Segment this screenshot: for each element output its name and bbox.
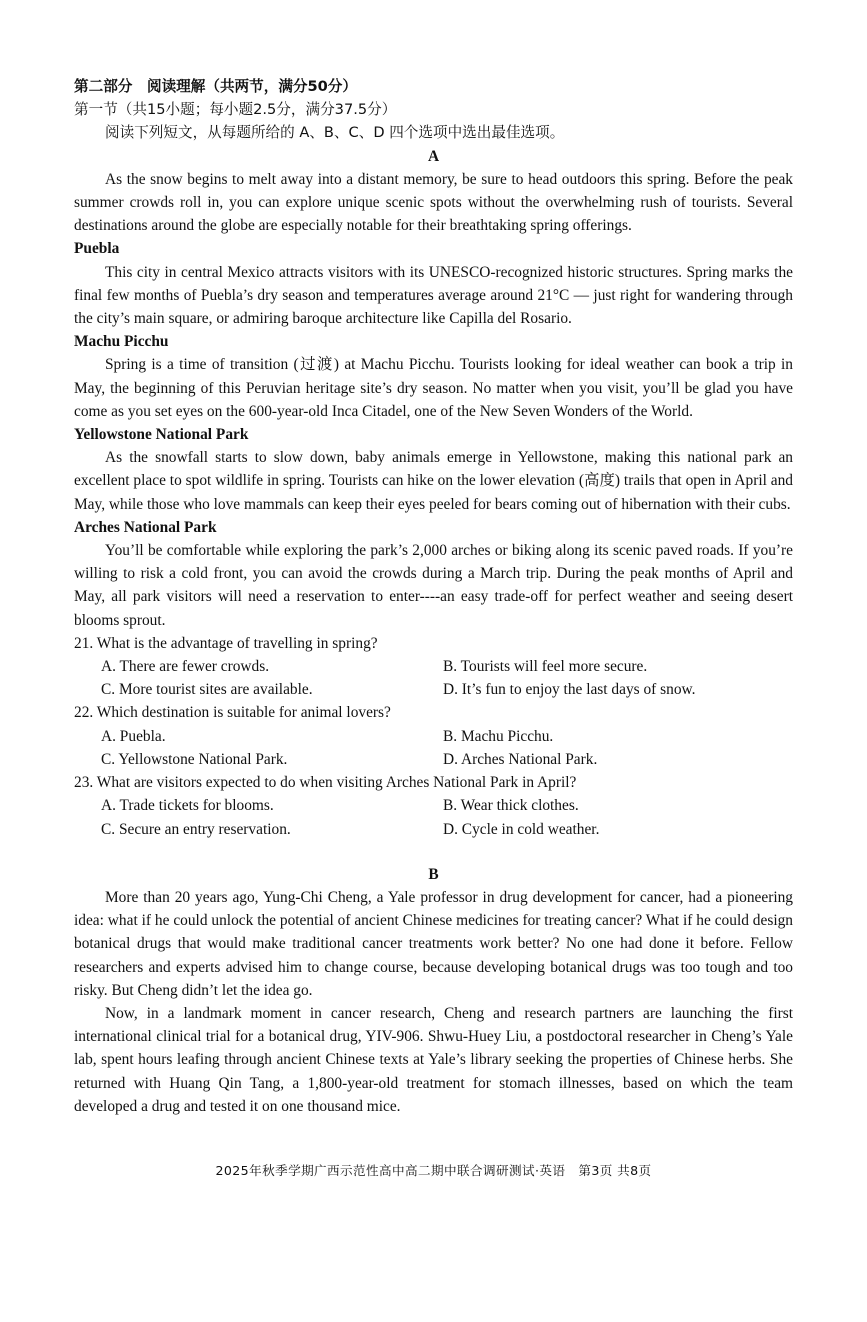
option-a: A. Trade tickets for blooms. <box>101 797 274 815</box>
option-c: C. Secure an entry reservation. <box>101 820 291 838</box>
option-d: D. Arches National Park. <box>443 750 598 768</box>
section-text-machu-picchu: Spring is a time of transition (过渡) at Machu Picchu. Tourists looking for ideal weather can book a trip in May, the beginning of this Peruvian heritage site’s dry season. No matter when you visit, you’ll be glad you have come as you set eyes on the 600-year-old Inca Citadel, one of the New Seven Wonders of the World. <box>74 356 793 420</box>
option-b: B. Machu Picchu. <box>443 727 554 745</box>
section-text-yellowstone: As the snowfall starts to slow down, baby animals emerge in Yellowstone, making this national park an excellent place to spot wildlife in spring. Tourists can hike on the lower elevation (高度) trails that open in April and May, while those who love mammals can keep their eyes peeled for bears coming out of hibernation with their cubs. <box>74 449 793 513</box>
passage-b-paragraph: Now, in a landmark moment in cancer research, Cheng and research partners are launching the first international clinical trial for a botanical drug, YIV-906. Shwu-Huey Liu, a postdoctoral researcher in Cheng’s Yale lab, spent hours leafing through ancient Chinese texts at Yale’s library seeking the properties of Chinese herbs. She returned with Huang Qin Tang, a 1,800-year-old treatment for stomach illnesses, based on which the team developed a drug and tested it on one thousand mice. <box>74 1004 793 1115</box>
section-heading-machu-picchu: Machu Picchu <box>74 333 169 351</box>
section-heading-yellowstone: Yellowstone National Park <box>74 426 249 444</box>
option-b: B. Tourists will feel more secure. <box>443 658 648 676</box>
option-c: C. Yellowstone National Park. <box>101 750 288 768</box>
question-stem: 22. Which destination is suitable for animal lovers? <box>74 704 391 722</box>
section-heading-arches: Arches National Park <box>74 518 217 536</box>
option-a: A. There are fewer crowds. <box>101 658 270 676</box>
passage-b-paragraph: More than 20 years ago, Yung-Chi Cheng, a Yale professor in drug development for cancer, had a pioneering idea: what if he could unlock the potential of ancient Chinese medicines for treating cancer? What if he could design botanical drugs that would make traditional cancer treatments work better? No one had done it before. Fellow researchers and experts advised him to change course, because developing botanical drugs was too tough and too risky. But Cheng didn’t let the idea go. <box>74 888 793 999</box>
section-text-arches: You’ll be comfortable while exploring the park’s 2,000 arches or biking along its scenic paved roads. If you’re willing to risk a cold front, you can avoid the crowds during a March trip. During the peak months of April and May, all park visitors will need a reservation to enter----an easy trade-off for perfect weather and seeing desert blooms sprout. <box>74 542 793 629</box>
exam-page <box>74 75 793 1118</box>
section-title: 第一节（共15小题；每小题2.5分，满分37.5分） <box>74 101 397 119</box>
option-d: D. Cycle in cold weather. <box>443 820 600 838</box>
instruction: 阅读下列短文，从每题所给的 A、B、C、D 四个选项中选出最佳选项。 <box>105 124 565 142</box>
passage-a-intro: As the snow begins to melt away into a distant memory, be sure to head outdoors this spring. Before the peak summer crowds roll in, you can explore unique scenic spots without the overwhelming rush of tourists. Several destinations around the globe are especially notable for their breathtaking spring offerings. <box>74 170 793 235</box>
question-22 <box>74 701 793 771</box>
question-stem: 23. What are visitors expected to do when visiting Arches National Park in April? <box>74 774 577 792</box>
passage-b-label: B <box>428 865 439 883</box>
section-text-puebla: This city in central Mexico attracts visitors with its UNESCO-recognized historic structures. Spring marks the final few months of Puebla’s dry season and temperatures average around 21°C — just right for wandering through the city’s main square, or admiring baroque architecture like Capilla del Rosario. <box>74 263 793 328</box>
option-a: A. Puebla. <box>101 727 166 745</box>
option-d: D. It’s fun to enjoy the last days of snow. <box>443 681 696 699</box>
passage-a-label: A <box>427 147 440 165</box>
question-23 <box>74 771 793 841</box>
question-stem: 21. What is the advantage of travelling in spring? <box>74 634 378 652</box>
option-c: C. More tourist sites are available. <box>101 681 313 699</box>
option-b: B. Wear thick clothes. <box>443 797 579 815</box>
question-21 <box>74 632 793 702</box>
page-footer: 2025年秋季学期广西示范性高中高二期中联合调研测试·英语 第3页 共8页 <box>215 1163 652 1178</box>
part-title: 第二部分 阅读理解（共两节，满分50分） <box>74 78 357 95</box>
spacer <box>74 841 793 863</box>
section-heading-puebla: Puebla <box>74 240 120 258</box>
